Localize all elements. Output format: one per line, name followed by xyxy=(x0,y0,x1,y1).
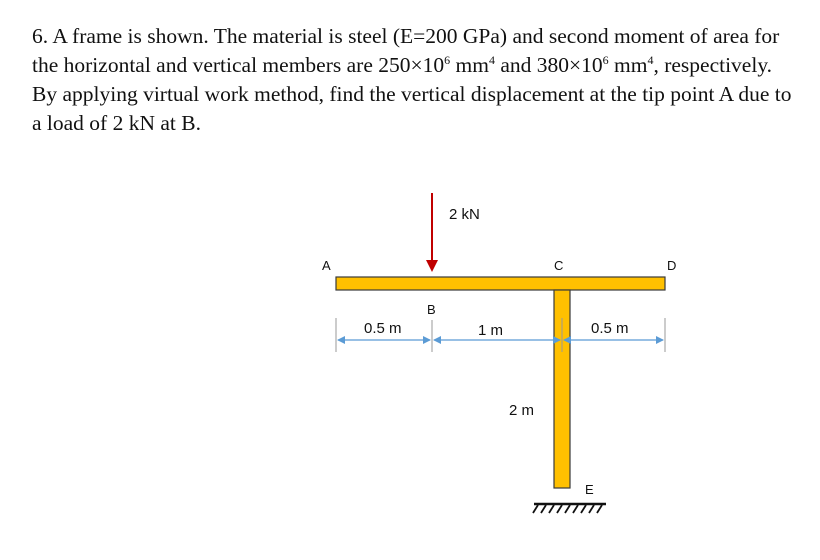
dimension-label-ab: 0.5 m xyxy=(364,320,402,337)
exponent-2: 4 xyxy=(488,52,495,67)
problem-text-5: , respectively. By applying virtual work method, find the vertical displacement at the tip point A due to a load of 2 kN at B. xyxy=(32,53,792,135)
fixed-support xyxy=(533,504,606,513)
problem-text-1: A frame is shown. The material is steel (E=200 GPa) and second moment of area for the horizontal and vertical members are 250×10 xyxy=(32,24,780,77)
point-label-c: C xyxy=(554,258,564,273)
problem-number: 6. xyxy=(32,24,49,48)
load-label: 2 kN xyxy=(449,206,480,223)
exponent-1: 6 xyxy=(444,52,451,67)
point-label-a: A xyxy=(322,258,331,273)
exponent-4: 4 xyxy=(647,52,654,67)
problem-text-3: and 380×10 xyxy=(494,53,603,77)
point-label-d: D xyxy=(667,258,677,273)
point-label-e: E xyxy=(585,482,594,497)
horizontal-member xyxy=(336,277,665,290)
dimension-label-cd: 0.5 m xyxy=(591,320,629,337)
exponent-3: 6 xyxy=(602,52,609,67)
problem-text-4: mm xyxy=(608,53,648,77)
dimension-label-bc: 1 m xyxy=(478,322,504,339)
dimension-label-ce: 2 m xyxy=(509,402,535,419)
point-label-b: B xyxy=(427,302,436,317)
problem-text-2: mm xyxy=(450,53,489,77)
